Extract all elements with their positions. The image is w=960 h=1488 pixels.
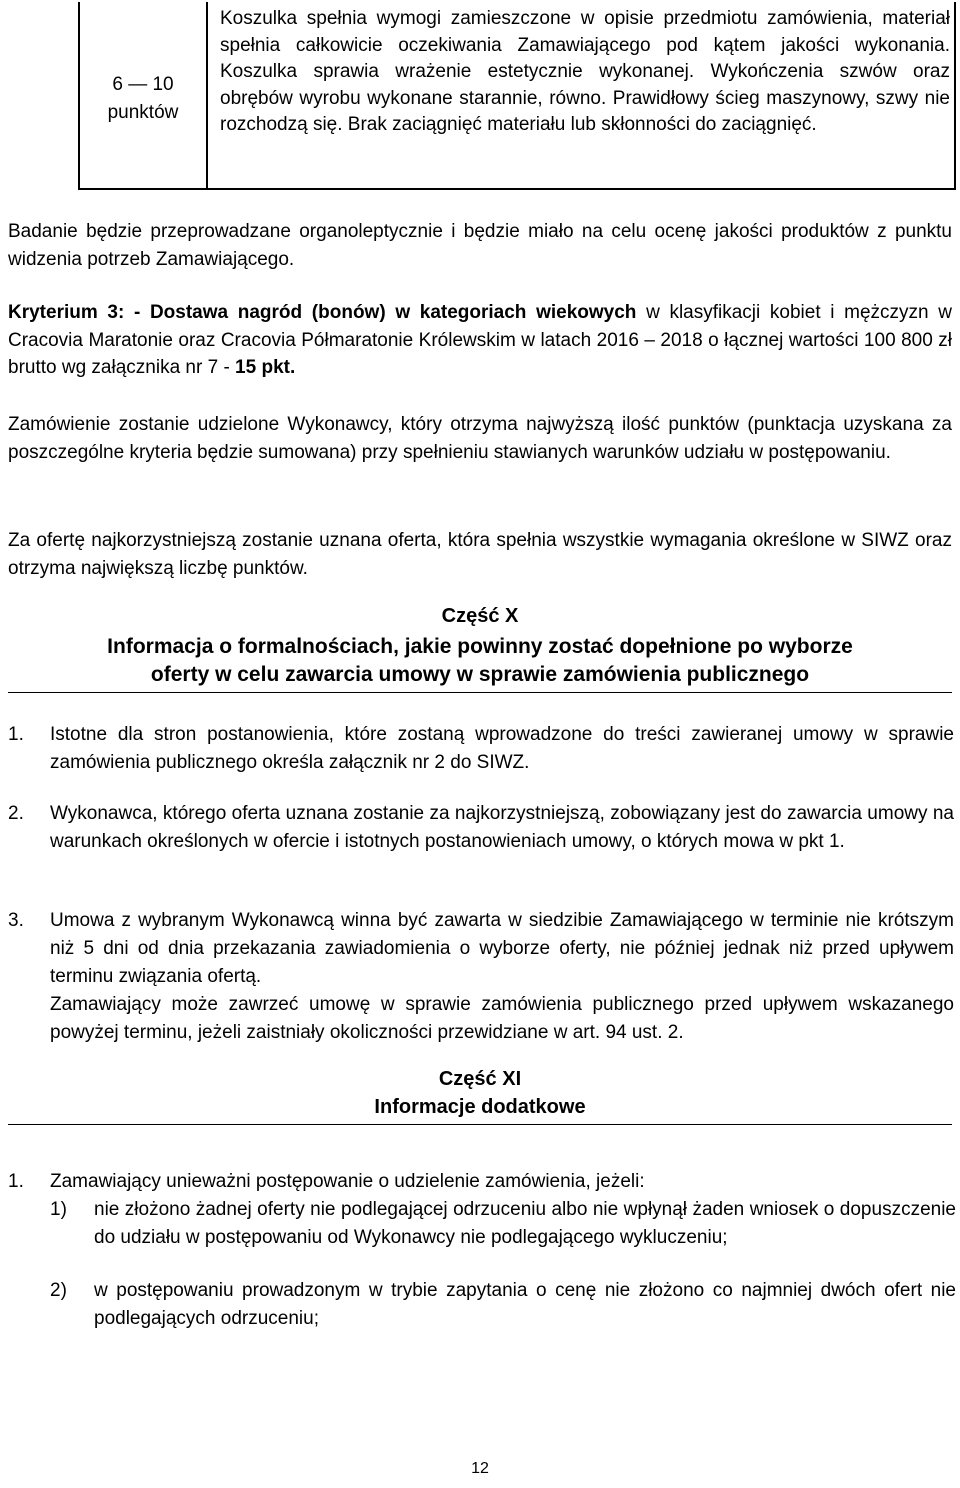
list-item: Zamawiający unieważni postępowanie o udzielenie zamówienia, jeżeli: xyxy=(50,1171,645,1192)
paragraph-zamowienie: Zamówienie zostanie udzielone Wykonawcy, który otrzyma najwyższą ilość punktów (punktacja uzyskana za poszczególne kryteria będzie sumowana) przy spełnieniu stawianych warunków udziału w postępowaniu. xyxy=(8,414,952,463)
list-item: Istotne dla stron postanowienia, które zostaną wprowadzone do treści zawieranej umowy w sprawie zamówienia publicznego określa załącznik nr 2 do SIWZ. xyxy=(50,724,954,773)
section-x-title-line2: oferty w celu zawarcia umowy w sprawie zamówienia publicznego xyxy=(150,663,810,686)
list-item-number: 1. xyxy=(8,1171,24,1192)
score-cell xyxy=(80,2,208,188)
list-item-number: 3. xyxy=(8,910,24,931)
sub-item: nie złożono żadnej oferty nie podlegającej odrzuceniu albo nie wpłynął żaden wniosek o dopuszczenie do udziału w postępowaniu od Wykonawcy nie podlegającego wykluczeniu; xyxy=(94,1199,956,1248)
section-x-label: Część X xyxy=(441,605,519,627)
criterion-3-heading: Kryterium 3: - Dostawa nagród (bonów) w kategoriach wiekowych xyxy=(8,302,637,323)
sub-item-number: 1) xyxy=(50,1199,67,1220)
sub-item-number: 2) xyxy=(50,1280,67,1301)
list-item-text: Umowa z wybranym Wykonawcą winna być zawarta w siedzibie Zamawiającego w terminie nie krótszym niż 5 dni od dnia przekazania zawiadomienia o wyborze oferty, nie później jednak niż przed upływem terminu związania ofertą. xyxy=(50,910,954,987)
criterion-description: Koszulka spełnia wymogi zamieszczone w opisie przedmiotu zamówienia, materiał spełnia całkowicie oczekiwania Zamawiającego pod kątem jakości wykonania. Koszulka sprawia wrażenie estetycznie wykonanej. Wykończenia szwów oraz obrębów wyrobu wykonane starannie, równo. Prawidłowy ścieg maszynowy, szwy nie rozchodzą się. Brak zaciągnięć materiału lub skłonności do zaciągnięć. xyxy=(220,8,950,135)
paragraph-oferta: Za ofertę najkorzystniejszą zostanie uznana oferta, która spełnia wszystkie wymagania określone w SIWZ oraz otrzyma największą liczbę punktów. xyxy=(8,530,952,579)
score-range: 6 — 10 xyxy=(112,74,174,95)
list-item-text-continued: Zamawiający może zawrzeć umowę w sprawie zamówienia publicznego przed upływem wskazanego powyżej terminu, jeżeli zaistniały okoliczności przewidziane w art. 94 ust. 2. xyxy=(50,994,954,1043)
scoring-table xyxy=(78,2,956,190)
paragraph-badanie: Badanie będzie przeprowadzane organoleptycznie i będzie miało na celu ocenę jakości produktów z punktu widzenia potrzeb Zamawiającego. xyxy=(8,221,952,270)
list-item-number: 2. xyxy=(8,803,24,824)
section-x-title-line1: Informacja o formalnościach, jakie powinny zostać dopełnione po wyborze xyxy=(107,635,853,658)
section-xi-title: Informacje dodatkowe xyxy=(374,1096,586,1118)
section-xi-divider xyxy=(8,1124,952,1125)
section-xi-label: Część XI xyxy=(438,1068,522,1090)
sub-item: w postępowaniu prowadzonym w trybie zapytania o cenę nie złożono co najmniej dwóch ofert nie podlegających odrzuceniu; xyxy=(94,1280,956,1329)
criterion-3-points: 15 pkt. xyxy=(235,357,296,378)
list-item-number: 1. xyxy=(8,724,24,745)
paragraph-criterion-3 xyxy=(8,299,952,382)
section-x-divider xyxy=(8,692,952,693)
list-item: Wykonawca, którego oferta uznana zostanie za najkorzystniejszą, zobowiązany jest do zawarcia umowy na warunkach określonych w ofercie i istotnych postanowieniach umowy, o których mowa w pkt 1. xyxy=(50,803,954,852)
criterion-3-text: w klasyfikacji kobiet i mężczyzn w Cracovia Maratonie oraz Cracovia Półmaratonie Królewskim w latach 2016 – 2018 o łącznej wartości 100 800 zł brutto wg załącznika nr 7 - xyxy=(8,302,953,378)
list-item xyxy=(50,907,954,1047)
score-unit: punktów xyxy=(107,102,179,123)
page-number: 12 xyxy=(471,1460,489,1477)
